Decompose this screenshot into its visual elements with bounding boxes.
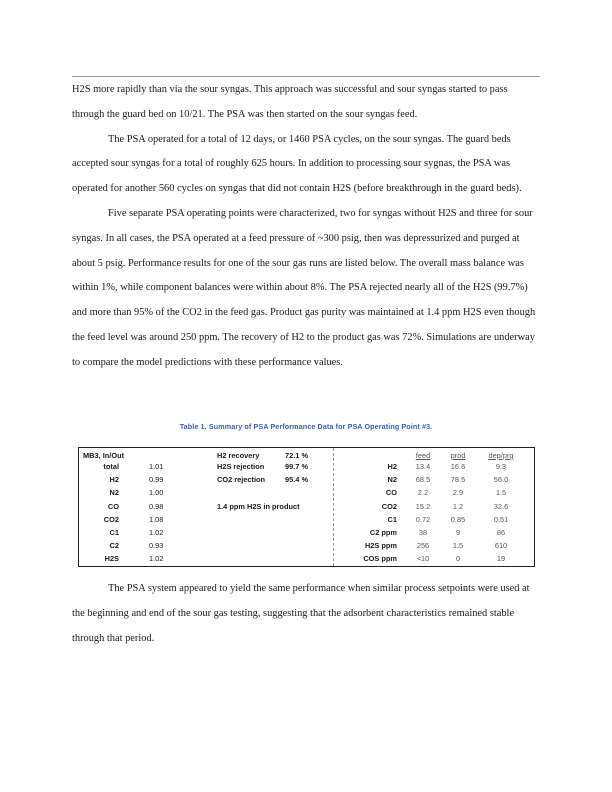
body-text-bottom	[72, 577, 540, 651]
mb-value: 0.98	[149, 502, 164, 511]
comp-feed: 256	[416, 541, 430, 550]
mb-value: 0.99	[149, 475, 164, 484]
mb-value: 1.02	[149, 528, 164, 537]
comp-feed: 38	[418, 528, 428, 537]
comp-dep: 56.0	[493, 475, 509, 484]
comp-label: H2S ppm	[364, 541, 397, 550]
comp-header-prod: prod	[450, 451, 466, 460]
product-note: 1.4 ppm H2S in product	[217, 502, 300, 511]
body-text-top	[72, 78, 540, 376]
mb-header: MB3, In/Out	[83, 451, 125, 460]
perf-label: CO2 rejection	[217, 475, 266, 484]
mb-label: C1	[109, 528, 119, 537]
table-caption: Table 1. Summary of PSA Performance Data for PSA Operating Point #3.	[179, 422, 433, 431]
comp-label: CO2	[381, 502, 397, 511]
paragraph-operating-points: Five separate PSA operating points were characterized, two for syngas without H2S and three for sour syngas. In all cases, the PSA operated at a feed pressure of ~300 psig, then was depressurized and purged at about 5 psig. Performance results for one of the sour gas runs are listed below. The overall mass balance was within 1%, while component balances were within about 8%. The PSA rejected nearly all of the H2S (99.7%) and more than 95% of the CO2 in the feed gas. Product gas purity was maintained at 1.4 ppm H2S even though the feed level was around 250 ppm. The recovery of H2 to the product gas was 72%. Simulations are underway to compare the model predictions with these performance values.	[72, 207, 536, 368]
comp-header-feed: feed	[415, 451, 431, 460]
comp-prod: 1.2	[452, 502, 464, 511]
comp-feed: <10	[416, 554, 430, 563]
comp-prod: 78.5	[450, 475, 466, 484]
comp-label: C2 ppm	[369, 528, 397, 537]
column-divider	[333, 448, 334, 566]
comp-feed: 2.2	[417, 488, 429, 497]
mb-value: 0.93	[149, 541, 164, 550]
comp-prod: 0.85	[450, 515, 466, 524]
perf-label: H2S rejection	[217, 462, 265, 471]
comp-prod: 2.9	[452, 488, 464, 497]
comp-feed: 0.72	[415, 515, 431, 524]
comp-feed: 13.4	[415, 462, 431, 471]
mb-value: 1.02	[149, 554, 164, 563]
comp-label: CO	[385, 488, 397, 497]
comp-label: C1	[387, 515, 397, 524]
comp-dep: 610	[494, 541, 508, 550]
comp-header-dep-prg: dep/prg	[488, 451, 514, 460]
comp-feed: 68.5	[415, 475, 431, 484]
comp-dep: 1.5	[495, 488, 507, 497]
perf-value: 95.4 %	[285, 475, 309, 484]
paragraph-operation: The PSA operated for a total of 12 days, or 1460 PSA cycles, on the sour syngas. The guard beds accepted sour syngas for a total of roughly 625 hours. In addition to processing sour sygnas, the PSA was operated for another 560 cycles on syngas that did not contain H2S (before breakthrough in the guard beds).	[72, 133, 522, 195]
comp-label: COS ppm	[363, 554, 397, 563]
psa-performance-table	[78, 447, 535, 567]
mb-value: 1.01	[149, 462, 164, 471]
comp-prod: 1.5	[452, 541, 464, 550]
comp-feed: 15.2	[415, 502, 431, 511]
comp-dep: 86	[496, 528, 506, 537]
comp-label: N2	[387, 475, 397, 484]
comp-dep: 0.51	[493, 515, 509, 524]
perf-value: 72.1 %	[285, 451, 309, 460]
mb-label: CO2	[103, 515, 119, 524]
comp-prod: 0	[455, 554, 461, 563]
comp-prod: 16.6	[450, 462, 466, 471]
mb-label: H2S	[104, 554, 119, 563]
mb-value: 1.08	[149, 515, 164, 524]
mb-label: CO	[107, 502, 119, 511]
comp-dep: 9.3	[495, 462, 507, 471]
paragraph-continued: H2S more rapidly than via the sour syngas. This approach was successful and sour syngas started to pass through the guard bed on 10/21. The PSA was then started on the sour syngas feed.	[72, 84, 508, 120]
mb-label: N2	[109, 488, 119, 497]
mb-label: H2	[109, 475, 119, 484]
perf-label: H2 recovery	[217, 451, 260, 460]
perf-value: 99.7 %	[285, 462, 309, 471]
paragraph-conclusion: The PSA system appeared to yield the same performance when similar process setpoints were used at the beginning and end of the sour gas testing, suggesting that the adsorbent characteristics remained stable through that period.	[72, 583, 530, 644]
comp-dep: 32.6	[493, 502, 509, 511]
comp-dep: 19	[496, 554, 506, 563]
mb-value: 1.00	[149, 488, 164, 497]
header-rule	[72, 76, 540, 77]
comp-prod: 9	[455, 528, 461, 537]
mb-label: C2	[109, 541, 119, 550]
mb-label: total	[103, 462, 119, 471]
comp-label: H2	[387, 462, 397, 471]
